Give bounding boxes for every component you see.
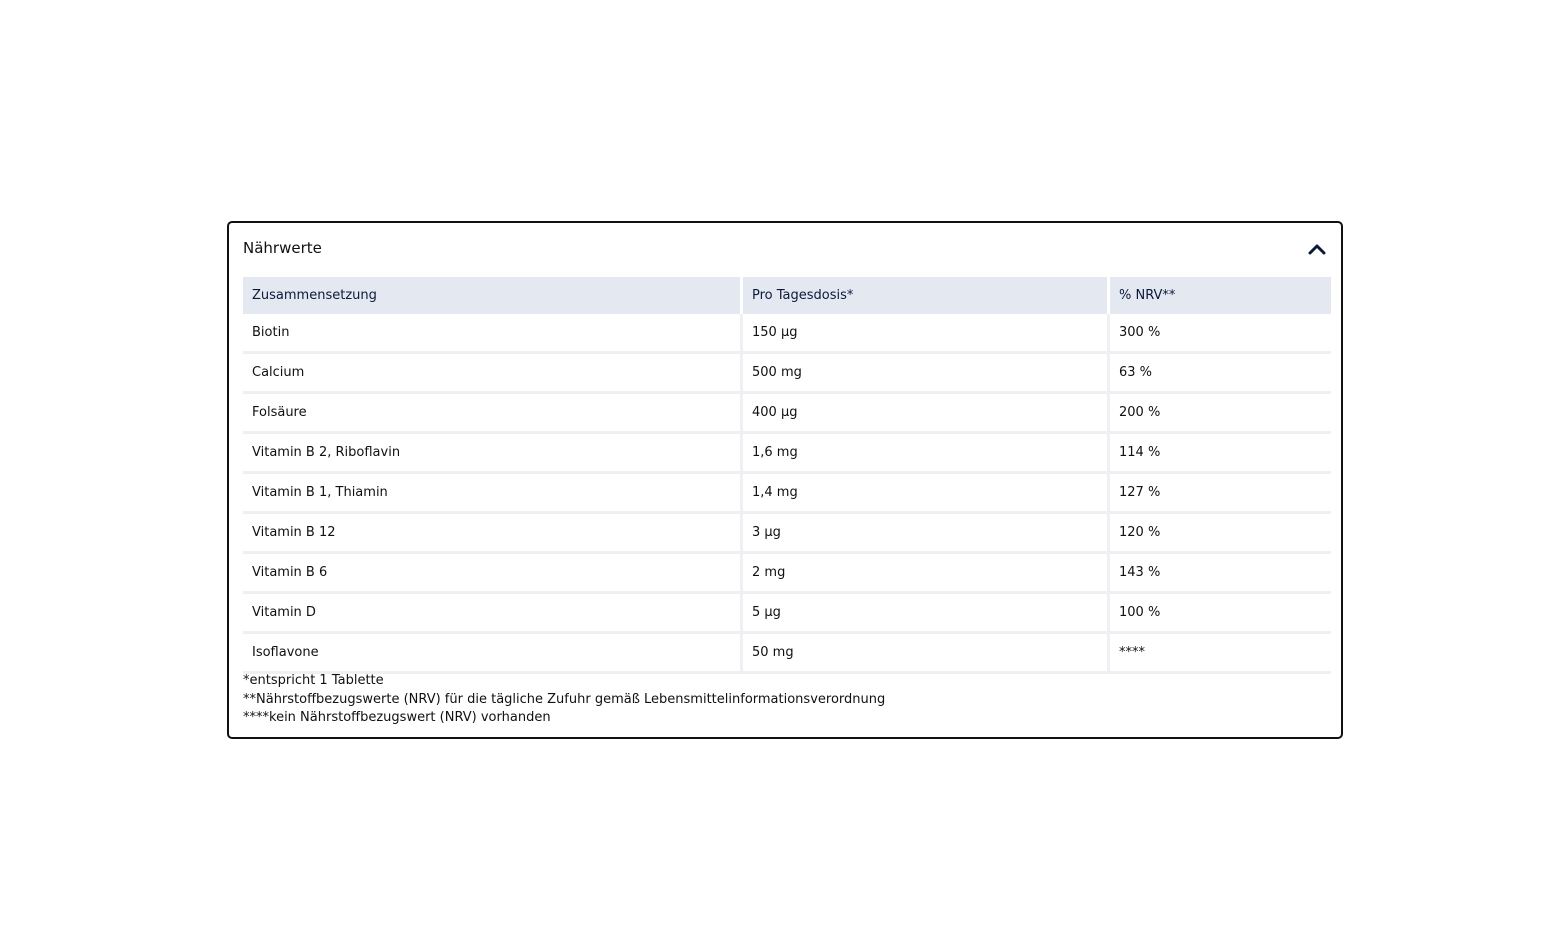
table-row bbox=[243, 474, 1331, 514]
table-row bbox=[243, 514, 1331, 554]
table-header-row bbox=[243, 277, 1331, 314]
cell-nrv: 114 % bbox=[1110, 434, 1331, 474]
cell-name: Folsäure bbox=[243, 394, 743, 434]
cell-name: Calcium bbox=[243, 354, 743, 394]
footnote-nrv: **Nährstoffbezugswerte (NRV) für die tägliche Zufuhr gemäß Lebensmittelinformationsverordnung bbox=[243, 691, 886, 707]
cell-name: Biotin bbox=[243, 314, 743, 354]
cell-nrv: 200 % bbox=[1110, 394, 1331, 434]
cell-nrv: 300 % bbox=[1110, 314, 1331, 354]
cell-dose: 1,4 mg bbox=[743, 474, 1110, 514]
accordion-header[interactable] bbox=[229, 223, 1341, 277]
table-row bbox=[243, 434, 1331, 474]
cell-name: Vitamin B 2, Riboflavin bbox=[243, 434, 743, 474]
table-row bbox=[243, 354, 1331, 394]
column-header-daily-dose: Pro Tagesdosis* bbox=[743, 277, 1110, 314]
footnotes bbox=[243, 672, 885, 728]
table-row bbox=[243, 314, 1331, 354]
column-header-nrv: % NRV** bbox=[1110, 277, 1331, 314]
cell-dose: 150 µg bbox=[743, 314, 1110, 354]
cell-dose: 1,6 mg bbox=[743, 434, 1110, 474]
cell-name: Isoflavone bbox=[243, 634, 743, 674]
nutrition-table bbox=[243, 277, 1331, 674]
table-row bbox=[243, 594, 1331, 634]
cell-dose: 3 µg bbox=[743, 514, 1110, 554]
cell-nrv: **** bbox=[1110, 634, 1331, 674]
cell-name: Vitamin D bbox=[243, 594, 743, 634]
cell-nrv: 100 % bbox=[1110, 594, 1331, 634]
cell-dose: 50 mg bbox=[743, 634, 1110, 674]
chevron-up-icon[interactable] bbox=[1307, 239, 1327, 259]
cell-nrv: 63 % bbox=[1110, 354, 1331, 394]
cell-dose: 500 mg bbox=[743, 354, 1110, 394]
cell-name: Vitamin B 12 bbox=[243, 514, 743, 554]
column-header-composition: Zusammensetzung bbox=[243, 277, 743, 314]
cell-nrv: 127 % bbox=[1110, 474, 1331, 514]
nutrition-accordion bbox=[227, 221, 1343, 739]
cell-nrv: 143 % bbox=[1110, 554, 1331, 594]
accordion-title: Nährwerte bbox=[243, 239, 322, 257]
cell-dose: 400 µg bbox=[743, 394, 1110, 434]
cell-nrv: 120 % bbox=[1110, 514, 1331, 554]
cell-dose: 5 µg bbox=[743, 594, 1110, 634]
table-row bbox=[243, 554, 1331, 594]
cell-name: Vitamin B 1, Thiamin bbox=[243, 474, 743, 514]
table-row bbox=[243, 634, 1331, 674]
footnote-no-nrv: ****kein Nährstoffbezugswert (NRV) vorhanden bbox=[243, 710, 551, 725]
cell-name: Vitamin B 6 bbox=[243, 554, 743, 594]
cell-dose: 2 mg bbox=[743, 554, 1110, 594]
footnote-dose: *entspricht 1 Tablette bbox=[243, 673, 384, 688]
table-row bbox=[243, 394, 1331, 434]
